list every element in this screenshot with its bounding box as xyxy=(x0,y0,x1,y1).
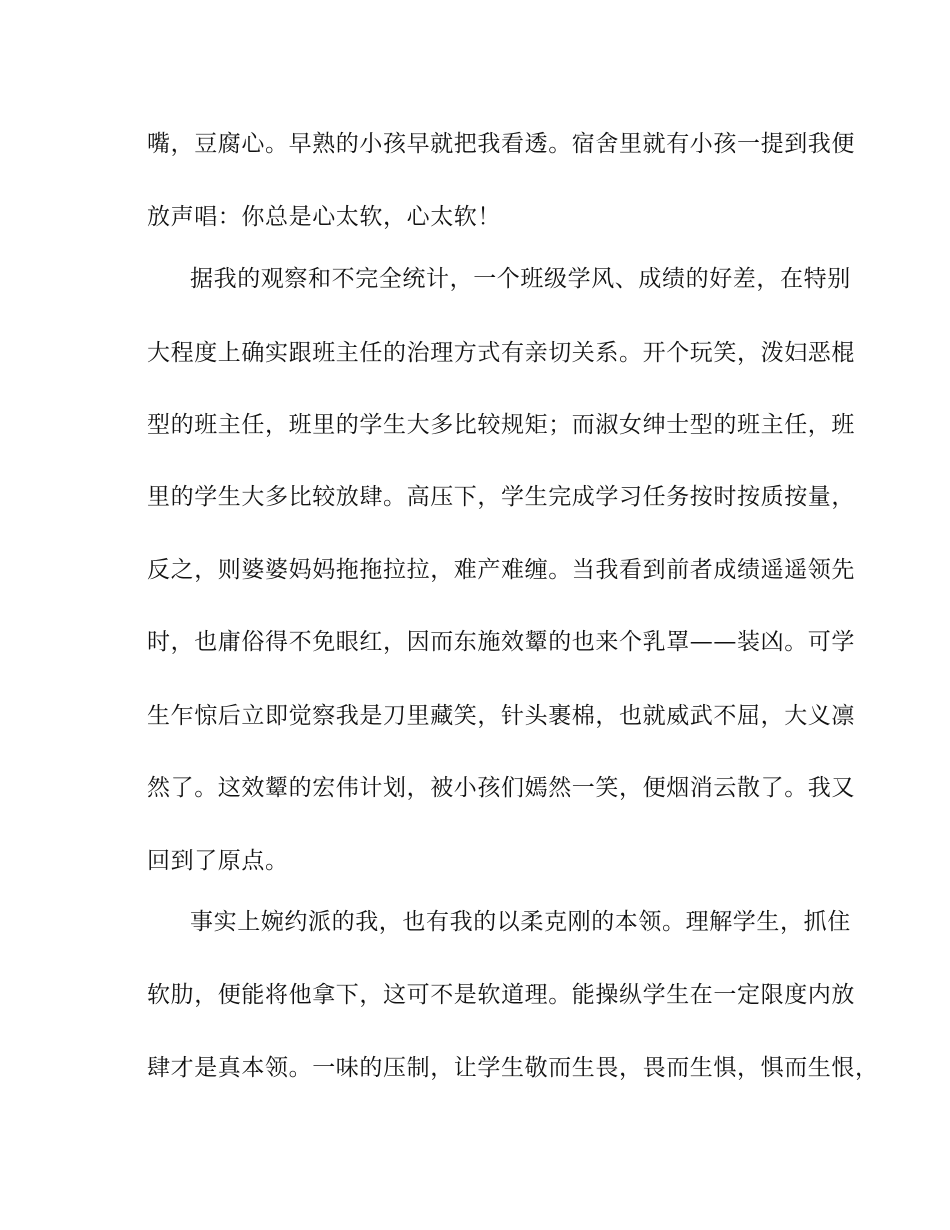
text-line: 放声唱：你总是心太软，心太软！ xyxy=(147,204,501,230)
text-line: 肆才是真本领。一味的压制，让学生敬而生畏，畏而生惧，惧而生恨， xyxy=(147,1055,879,1081)
text-line: 回到了原点。 xyxy=(147,848,289,874)
text-line: 里的学生大多比较放肆。高压下，学生完成学习任务按时按质按量， xyxy=(147,484,855,510)
text-line: 时，也庸俗得不免眼红，因而东施效颦的也来个乳罩——装凶。可学 xyxy=(147,629,855,655)
text-line: 生乍惊后立即觉察我是刀里藏笑，针头裹棉，也就威武不屈，大义凛 xyxy=(147,703,855,729)
text-line: 嘴，豆腐心。早熟的小孩早就把我看透。宿舍里就有小孩一提到我便 xyxy=(147,131,855,157)
text-line: 反之，则婆婆妈妈拖拖拉拉，难产难缠。当我看到前者成绩遥遥领先 xyxy=(147,557,855,583)
paragraph-start-line: 据我的观察和不完全统计，一个班级学风、成绩的好差，在特别 xyxy=(190,266,851,292)
text-line: 软肋，便能将他拿下，这可不是软道理。能操纵学生在一定限度内放 xyxy=(147,982,855,1008)
text-line: 大程度上确实跟班主任的治理方式有亲切关系。开个玩笑，泼妇恶棍 xyxy=(147,340,855,366)
paragraph-start-line: 事实上婉约派的我，也有我的以柔克刚的本领。理解学生，抓住 xyxy=(190,909,851,935)
text-line: 然了。这效颦的宏伟计划，被小孩们嫣然一笑，便烟消云散了。我又 xyxy=(147,775,855,801)
text-line: 型的班主任，班里的学生大多比较规矩；而淑女绅士型的班主任，班 xyxy=(147,412,855,438)
